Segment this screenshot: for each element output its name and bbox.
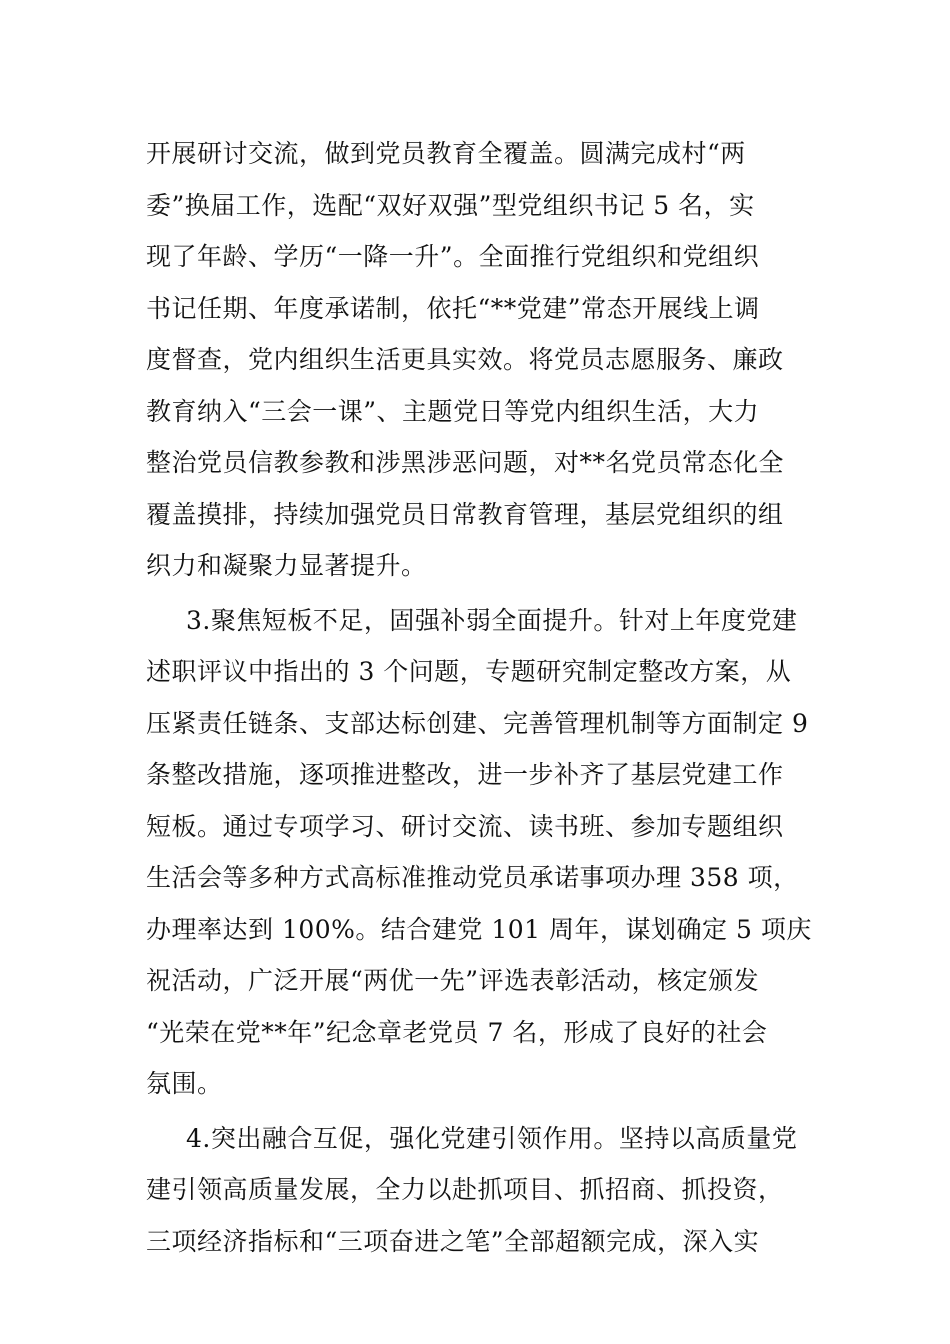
text-line: 开展研讨交流，做到党员教育全覆盖。圆满完成村“两 [146,139,746,168]
text-line: 织力和凝聚力显著提升。 [146,551,427,580]
section-heading-line: 3.聚焦短板不足，固强补弱全面提升。针对上年度党建 [186,605,798,635]
text-line: 建引领高质量发展，全力以赴抓项目、抓招商、抓投资， [146,1175,784,1204]
text-line: 三项经济指标和“三项奋进之笔”全部超额完成，深入实 [146,1226,760,1256]
text-line: 祝活动，广泛开展“两优一先”评选表彰活动，核定颁发 [146,966,760,995]
text-line: 教育纳入“三会一课”、主题党日等党内组织生活，大力 [146,396,760,426]
text-line: 短板。通过专项学习、研讨交流、读书班、参加专题组织 [146,811,784,841]
text-line: 覆盖摸排，持续加强党员日常教育管理，基层党组织的组 [146,499,784,529]
text-line: 委”换届工作，选配“双好双强”型党组织书记 5 名，实 [146,190,755,220]
text-line: 办理率达到 100%。结合建党 101 周年，谋划确定 5 项庆 [146,914,812,944]
text-line: 条整改措施，逐项推进整改，进一步补齐了基层党建工作 [146,760,784,789]
text-line: 现了年龄、学历“一降一升”。全面推行党组织和党组织 [146,242,760,271]
document-body [146,128,812,1267]
text-line: 氛围。 [146,1069,223,1098]
text-line: 生活会等多种方式高标准推动党员承诺事项办理 358 项， [146,863,799,892]
text-line: “光荣在党**年”纪念章老党员 7 名，形成了良好的社会 [146,1017,768,1047]
section-heading-line: 4.突出融合互促，强化党建引领作用。坚持以高质量党 [186,1123,798,1153]
text-line: 压紧责任链条、支部达标创建、完善管理机制等方面制定 9 [146,708,809,738]
text-line: 度督查，党内组织生活更具实效。将党员志愿服务、廉政 [146,345,784,374]
text-line: 述职评议中指出的 3 个问题，专题研究制定整改方案，从 [146,657,792,686]
text-line: 书记任期、年度承诺制，依托“**党建”常态开展线上调 [146,293,760,323]
text-line: 整治党员信教参教和涉黑涉恶问题，对**名党员常态化全 [146,448,785,477]
